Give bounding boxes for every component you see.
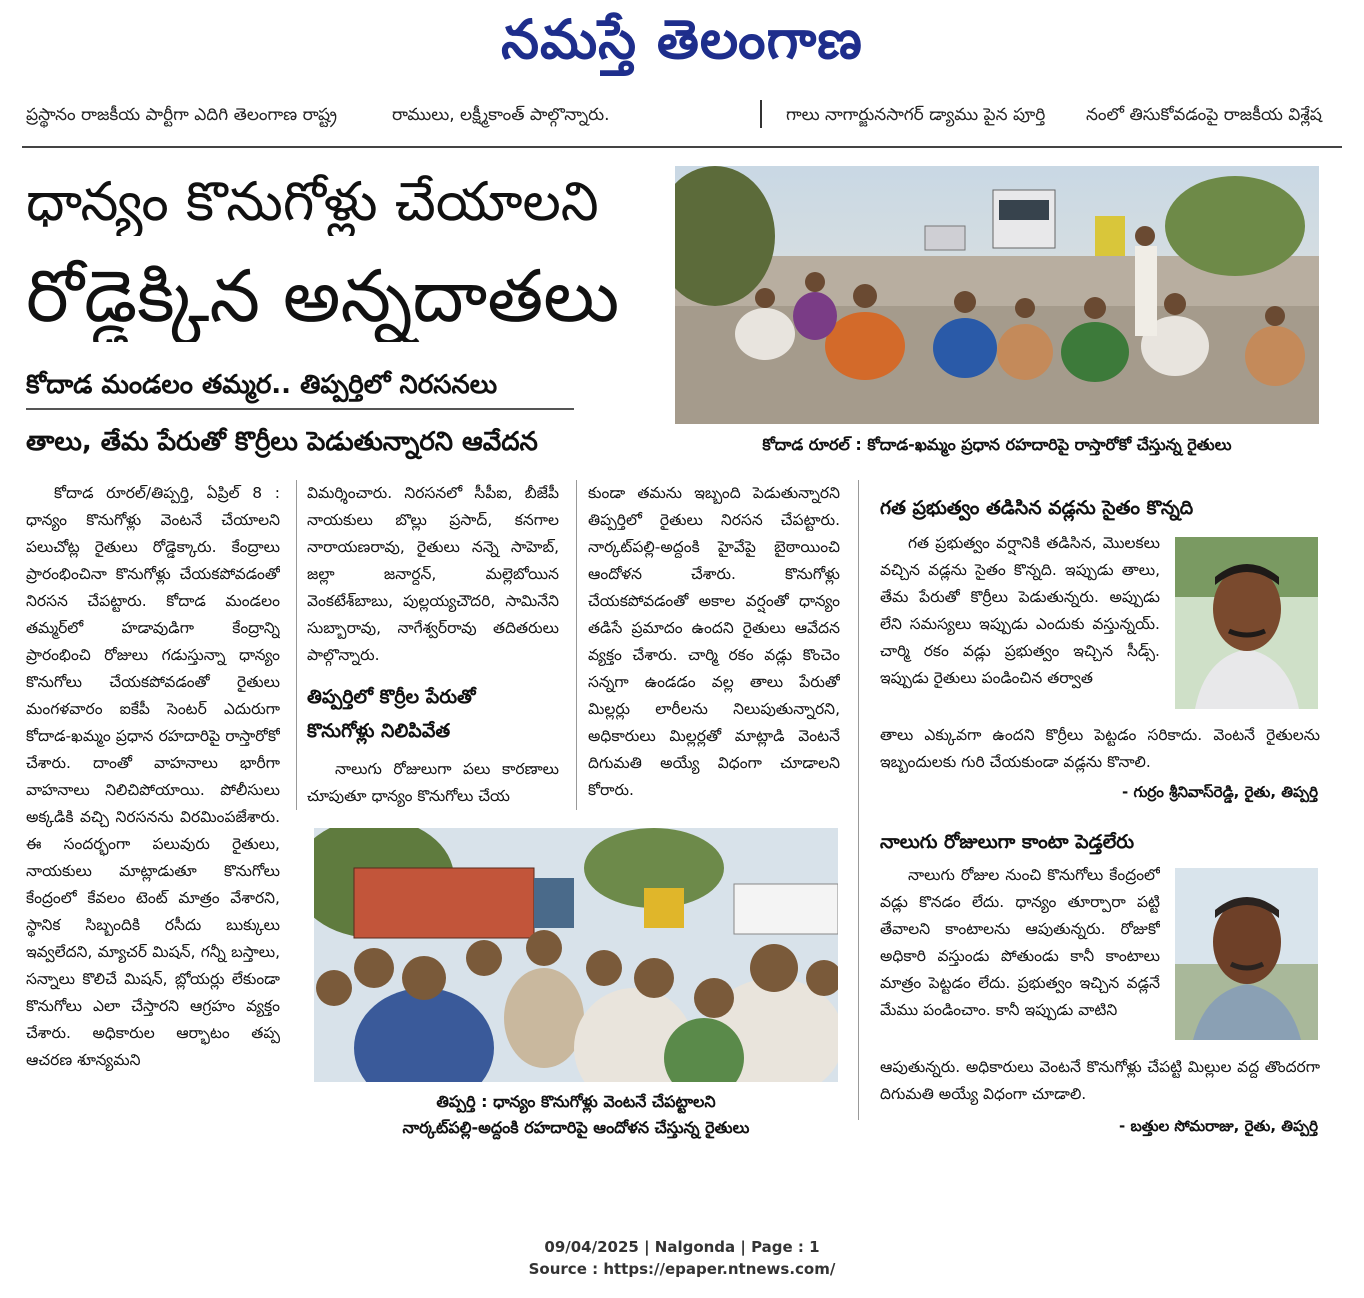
farmer-portrait-1-image (1175, 537, 1318, 709)
ticker-item-4: నంలో తిసుకోవడంపై రాజకీయ విశ్లేష (1086, 105, 1322, 125)
column-divider (576, 480, 577, 810)
quote-box-2-signature: - బత్తుల సోమరాజు, రైతు, తిప్పర్తి (1119, 1117, 1318, 1135)
article-paragraph-3: నాలుగు రోజులుగా పలు కారణాలు చూపుతూ ధాన్యం కొనుగోలు చేయ (307, 760, 559, 805)
quote-box-2-paragraph: నాలుగు రోజుల నుంచి కొనుగోలు కేంద్రంలో వడ్లు కొనడం లేదు. ధాన్యం తూర్పారా పట్టి తేవాలని కాంటాలను ఆపుతున్నరు. రోజుకో అధికారి వస్తుండు పోతుండు కానీ కాంటాలు మాత్రం పెట్టడం లేదు. ప్రభుత్వం ఇచ్చిన వడ్లనే మేము పండించాం. కానీ ఇప్పుడు వాటిని (880, 866, 1160, 1019)
photo-caption-crowd-2: నార్కట్‌పల్లి-అద్దంకి రహదారిపై ఆందోళన చేస్తున్న రైతులు (402, 1118, 750, 1137)
quote-box-1-text-a (880, 530, 1160, 720)
quote-box-1-heading: గత ప్రభుత్వం తడిసిన వడ్లను సైతం కొన్నది (880, 497, 1194, 519)
footer-source: Source : https://epaper.ntnews.com/ (528, 1260, 836, 1278)
quote-box-1-paragraph: గత ప్రభుత్వం వర్షానికి తడిసిన, మొలకలు వచ్చిన వడ్లను సైతం కొన్నది. ఇప్పుడు తాలు, తేమ పేరుతో కొర్రీలు పెడుతున్నరు. అప్పుడు లేని సమస్యలు ఇప్పుడు ఎందుకు వస్తున్నయ్. చార్మి రకం వడ్లు ప్రభుత్వం ఇచ్చిన సీడ్స్. ఇప్పుడు రైతులు పండించిన తర్వాత (880, 534, 1160, 687)
protest-photo-crowd (314, 828, 838, 1082)
article-column-2-bottom (307, 756, 559, 812)
protest-photo-road-image (675, 166, 1319, 424)
article-paragraph-4: కుండా తమను ఇబ్బంది పెడుతున్నారని తిప్పర్తిలో రైతులు నిరసన చేపట్టారు. నార్కట్‌పల్లి-అద్దంకి హైవేపై బైఠాయించి ఆందోళన చేశారు. కొనుగోళ్లు చేయకపోవడంతో అకాల వర్షంతో ధాన్యం తడిసే ప్రమాదం ఉందని రైతులు ఆవేదన వ్యక్తం చేశారు. చార్మి రకం వడ్లు కొంచెం సన్నగా ఉండడం వల్ల తాలు పేరుతో మిల్లర్లు లారీలను నిలుపుతున్నారని, అధికారులు మిల్లర్లతో మాట్లాడి వెంటనే దిగుమతి అయ్యే విధంగా చూడాలని కోరారు. (588, 484, 840, 799)
quote-box-1-paragraph-cont: తాలు ఎక్కువగా ఉందని కొర్రీలు పెట్టడం సరికాదు. వెంటనే రైతులను ఇబ్బందులకు గురి చేయకుండా వడ్లను కొనాలి. (880, 726, 1320, 771)
ticker-item-2: రాములు, లక్ష్మీకాంత్ పాల్గొన్నారు. (392, 105, 610, 125)
quote-box-1-signature: - గుర్రం శ్రీనివాస్‌రెడ్డి, రైతు, తిప్పర్తి (1122, 783, 1318, 801)
quote-box-2-heading: నాలుగు రోజులుగా కాంటా పెడ్తలేరు (880, 831, 1135, 853)
headline-line-1: ధాన్యం కొనుగోళ్లు చేయాలని (26, 170, 599, 233)
headline-line-2: రోడ్డెక్కిన అన్నదాతలు (26, 254, 620, 338)
masthead-logo: నమస్తే తెలంగాణ (501, 8, 863, 71)
subheadline-2: తాలు, తేమ పేరుతో కొర్రీలు పెడుతున్నారని ఆవేదన (26, 427, 538, 457)
article-subhead-2: కొనుగోళ్లు నిలిపివేత (307, 720, 451, 742)
subheadline-rule (26, 408, 574, 410)
photo-caption-road: కోదాడ రూరల్ : కోదాడ-ఖమ్మం ప్రధాన రహదారిపై రాస్తారోకో చేస్తున్న రైతులు (762, 435, 1232, 454)
ticker-item-3: గాలు నాగార్జునసాగర్ డ్యాము పైన పూర్తి (786, 105, 1046, 125)
protest-photo-crowd-image (314, 828, 838, 1082)
header-rule (22, 146, 1342, 148)
footer-date-edition: 09/04/2025 | Nalgonda | Page : 1 (544, 1238, 820, 1256)
column-divider (296, 480, 297, 810)
article-column-1 (26, 480, 280, 1145)
farmer-portrait-2 (1175, 868, 1318, 1040)
quote-box-2-paragraph-cont: ఆపుతున్నరు. అధికారులు వెంటనే కొనుగోళ్లు చేపట్టి మిల్లుల వద్ద తొందరగా దిగుమతి అయ్యే విధంగా చూడాలి. (880, 1058, 1320, 1103)
quote-box-1-text-b (880, 722, 1320, 776)
photo-caption-crowd-1: తిప్పర్తి : ధాన్యం కొనుగోళ్లు వెంటనే చేపట్టాలని (436, 1092, 716, 1111)
farmer-portrait-2-image (1175, 868, 1318, 1040)
protest-photo-road (675, 166, 1319, 424)
subheadline-1: కోదాడ మండలం తమ్మర.. తిప్పర్తిలో నిరసనలు (26, 370, 498, 400)
article-column-2-top (307, 480, 559, 670)
farmer-portrait-1 (1175, 537, 1318, 709)
article-paragraph-1: కోదాడ రూరల్/తిప్పర్తి, ఏప్రిల్ 8 : ధాన్యం కొనుగోళ్లు వెంటనే చేయాలని పలుచోట్ల రైతులు రోడ్డెక్కారు. కేంద్రాలు ప్రారంభించినా కొనుగోళ్లు చేయకపోవడంతో నిరసన చేపట్టారు. కోదాడ మండలం తమ్మర్‌లో హడావుడిగా కేంద్రాన్ని ప్రారంభించి రోజులు గడుస్తున్నా ధాన్యం కొనుగోలు చేయకపోవడంతో రైతులు మంగళవారం ఐకేపీ సెంటర్ ఎదురుగా కోదాడ-ఖమ్మం ప్రధాన రహదారిపై రాస్తారోకో చేశారు. దాంతో వాహనాలు భారీగా వాహనాలు నిలిచిపోయాయి. పోలీసులు అక్కడికి వచ్చి నిరసనను విరమింపజేశారు. ఈ సందర్భంగా పలువురు రైతులు, నాయకులు మాట్లాడుతూ కొనుగోలు కేంద్రంలో కేవలం టెంట్ మాత్రం వేశారని, స్థానిక సిబ్బందికి రసీదు బుక్కులు ఇవ్వలేదని, మ్యాచర్ మిషన్, గన్నీ బస్తాలు, సన్నాలు కొలిచే మిషన్, బ్లోయర్లు లేకుండా కొనుగోలు ఎలా చేస్తారని ఆగ్రహం వ్యక్తం చేశారు. అధికారుల ఆర్భాటం తప్ప ఆచరణ శూన్యమని (26, 484, 280, 1069)
article-paragraph-2: విమర్శించారు. నిరసనలో సీపీఐ, బీజేపీ నాయకులు బొల్లు ప్రసాద్, కనగాల నారాయణరావు, రైతులు నన్నె సాహెబ్, జల్లా జనార్దన్, మల్లెబోయిన వెంకటేశ్‌బాబు, పుల్లయ్యచౌదరి, సామినేని సుబ్బారావు, నాగేశ్వర్‌రావు తదితరులు పాల్గొన్నారు. (307, 484, 559, 664)
ticker-item-1: ప్రస్థానం రాజకీయ పార్టీగా ఎదిగి తెలంగాణ రాష్ట్ర (26, 105, 338, 125)
article-subhead-1: తిప్పర్తిలో కొర్రీల పేరుతో (307, 686, 476, 708)
quote-box-2-text-b (880, 1054, 1320, 1108)
article-column-3 (588, 480, 840, 812)
ticker-divider (760, 100, 762, 128)
column-divider (858, 480, 859, 1120)
quote-box-2-text-a (880, 862, 1160, 1052)
